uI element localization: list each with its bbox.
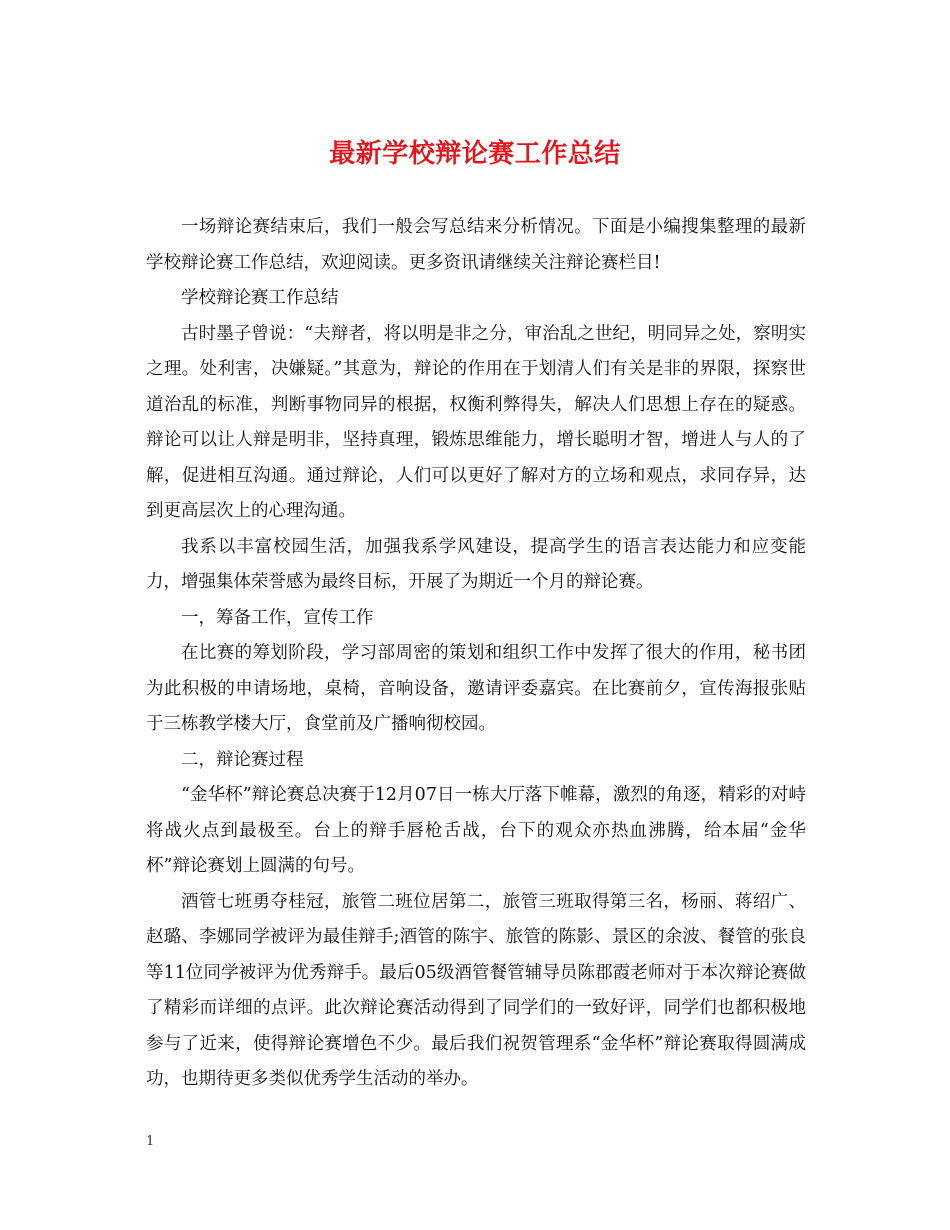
paragraph-goal: 我系以丰富校园生活，加强我系学风建设，提高学生的语言表达能力和应变能力，增强集体荣誉感为最终目标，开展了为期近一个月的辩论赛。	[146, 536, 806, 592]
paragraph-final: “金华杯”辩论赛总决赛于12月07日一栋大厅落下帷幕，激烈的角逐，精彩的对峙将战火点到最极至。台上的辩手唇枪舌战，台下的观众亦热血沸腾，给本届“金华杯”辩论赛划上圆满的句号。	[146, 785, 806, 876]
paragraph-mozi-quote: 古时墨子曾说：“夫辩者，将以明是非之分，审治乱之世纪，明同异之处，察明实之理。处利害，决嫌疑。”其意为，辩论的作用在于划清人们有关是非的界限，探察世道治乱的标准，判断事物同异的根据，权衡利弊得失，解决人们思想上存在的疑惑。辩论可以让人辩是明非，坚持真理，锻炼思维能力，增长聪明才智，增进人与人的了解，促进相互沟通。通过辩论，人们可以更好了解对方的立场和观点，求同存异，达到更高层次上的心理沟通。	[146, 323, 806, 521]
paragraph-results: 酒管七班勇夺桂冠，旅管二班位居第二，旅管三班取得第三名，杨丽、蒋绍广、赵璐、李娜同学被评为最佳辩手;酒管的陈宇、旅管的陈影、景区的余波、餐管的张良等11位同学被评为优秀辩手。最后05级酒管餐管辅导员陈郡霞老师对于本次辩论赛做了精彩而详细的点评。此次辩论赛活动得到了同学们的一致好评，同学们也都积极地参与了近来，使得辩论赛增色不少。最后我们祝贺管理系“金华杯”辩论赛取得圆满成功，也期待更多类似优秀学生活动的举办。	[146, 891, 806, 1089]
document-title: 最新学校辩论赛工作总结	[329, 139, 621, 169]
section-heading-process: 二，辩论赛过程	[181, 749, 304, 770]
section-heading-preparation: 一，筹备工作，宣传工作	[181, 607, 374, 628]
paragraph-preparation: 在比赛的筹划阶段，学习部周密的策划和组织工作中发挥了很大的作用，秘书团为此积极的申请场地，桌椅，音响设备，邀请评委嘉宾。在比赛前夕，宣传海报张贴于三栋教学楼大厅，食堂前及广播响彻校园。	[146, 643, 806, 734]
document-body	[146, 210, 806, 1098]
section-heading-summary: 学校辩论赛工作总结	[181, 288, 339, 308]
paragraph-intro: 一场辩论赛结束后，我们一般会写总结来分析情况。下面是小编搜集整理的最新学校辩论赛工作总结，欢迎阅读。更多资讯请继续关注辩论赛栏目!	[146, 217, 806, 273]
page-number: 1	[146, 1134, 155, 1149]
